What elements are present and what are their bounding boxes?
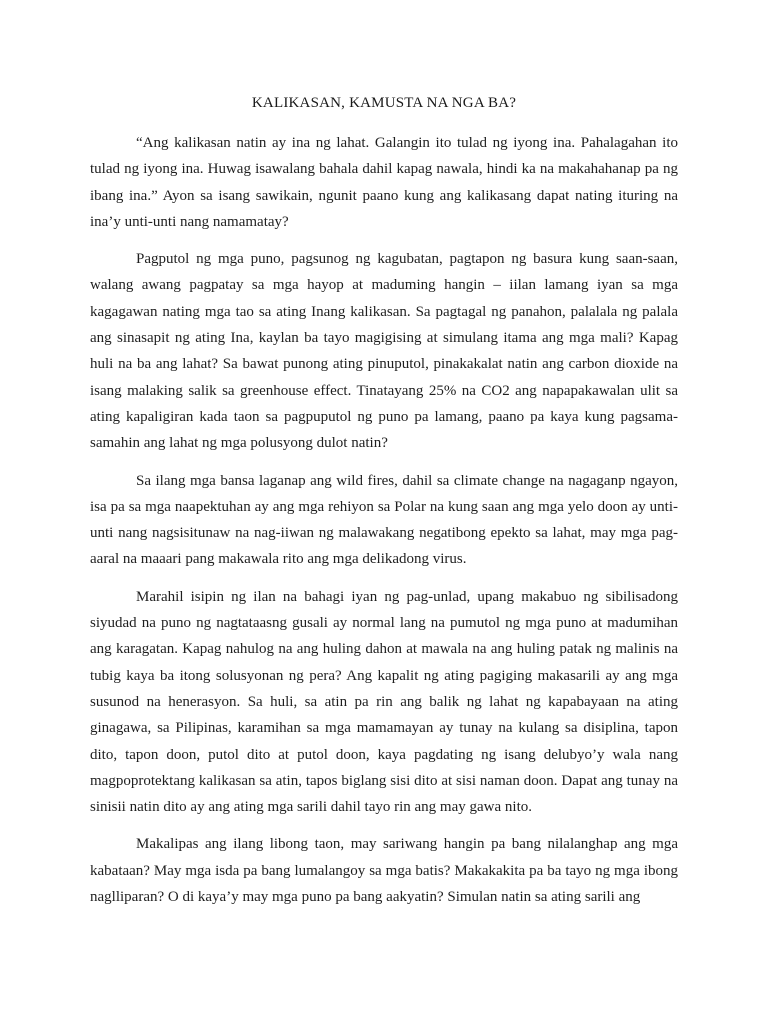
paragraph-4: Marahil isipin ng ilan na bahagi iyan ng pag-unlad, upang makabuo ng sibilisadong siyudad na puno ng nagtataasng gusali ay normal lang na pumutol ng mga puno at madumihan ang karagatan. Kapag nahulog na ang huling dahon at mawala na ang huling patak ng malinis na tubig kaya ba itong solusyonan ng pera? Ang kapalit ng ating pagiging makasarili ay ang mga susunod na henerasyon. Sa huli, sa atin pa rin ang balik ng lahat ng kapabayaan na ating ginagawa, sa Pilipinas, karamihan sa mga mamamayan ay tunay na kulang sa disiplina, tapon dito, tapon doon, putol dito at putol doon, kaya pagdating ng isang delubyo’y wala nang magpoprotektang kalikasan sa atin, tapos biglang sisi dito at sisi naman doon. Dapat ang tunay na sinisii natin dito ay ang ating mga sarili dahil tayo rin ang may gawa nito. [90,588,678,816]
paragraph-3: Sa ilang mga bansa laganap ang wild fires, dahil sa climate change na nagaganp ngayon, isa pa sa mga naapektuhan ay ang mga rehiyon sa Polar na kung saan ang mga yelo doon ay unti-unti nang nagsisitunaw na nag-iiwan ng malawakang negatibong epekto sa lahat, may mga pag-aaral na maaari pang makawala rito ang mga delikadong virus. [90,472,678,568]
paragraph-1: “Ang kalikasan natin ay ina ng lahat. Galangin ito tulad ng iyong ina. Pahalagahan ito tulad ng iyong ina. Huwag isawalang bahala dahil kapag nawala, hindi ka na makahahanap pa ng ibang ina.” Ayon sa isang sawikain, ngunit paano kung ang kalikasang dapat nating ituring na ina’y unti-unti nang namamatay? [90,135,678,230]
document-body [90,92,678,921]
paragraph-5: Makalipas ang ilang libong taon, may sariwang hangin pa bang nilalanghap ang mga kabataan? May mga isda pa bang lumalangoy sa mga batis? Makakakita pa ba tayo ng mga ibong naglliparan? O di kaya’y may mga puno pa bang aakyatin? Simulan natin sa ating sarili ang [90,836,678,906]
paragraph-2: Pagputol ng mga puno, pagsunog ng kagubatan, pagtapon ng basura kung saan-saan, walang awang pagpatay sa mga hayop at maduming hangin – iilan lamang iyan sa mga kagagawan nating mga tao sa ating Inang kalikasan. Sa pagtagal ng panahon, palalala ng palala ang sinasapit ng ating Ina, kaylan ba tayo magigising at simulang itama ang mga mali? Kapag huli na ba ang lahat? Sa bawat punong ating pinuputol, pinakakalat natin ang carbon dioxide na isang malaking salik sa greenhouse effect. Tinatayang 25% na CO2 ang napapakawalan ulit sa ating kapaligiran kada taon sa pagpuputol ng puno pa lamang, paano pa kaya kung pagsama-samahin ang lahat ng mga polusyong dulot natin? [90,251,678,452]
document-title: KALIKASAN, KAMUSTA NA NGA BA? [251,95,517,111]
